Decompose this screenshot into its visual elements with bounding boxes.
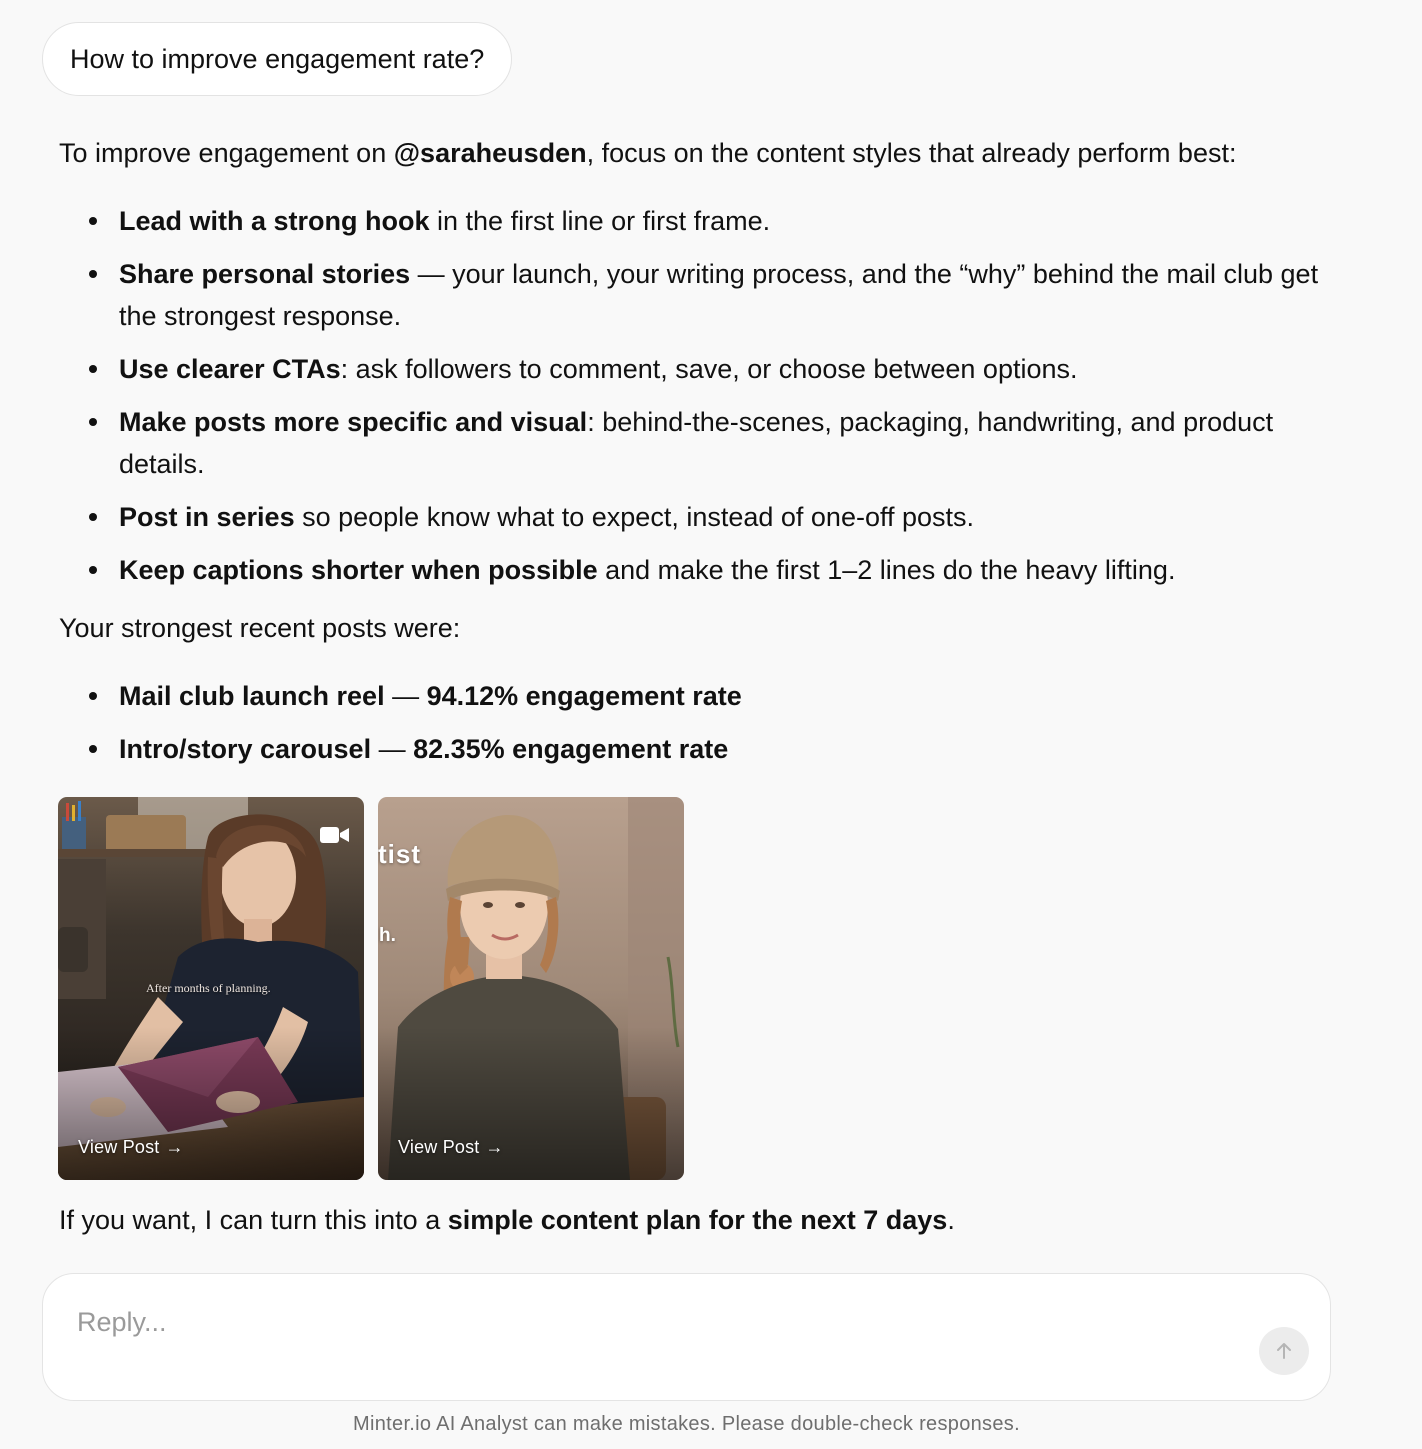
post-thumbnails xyxy=(58,797,684,1180)
user-message-bubble xyxy=(42,22,512,96)
view-post-link[interactable] xyxy=(398,1137,504,1158)
send-button[interactable] xyxy=(1259,1327,1309,1375)
list-item: Mail club launch reel — 94.12% engagement rate xyxy=(119,675,1349,717)
strongest-posts-intro: Your strongest recent posts were: xyxy=(59,613,461,643)
arrow-right-icon: → xyxy=(485,1137,504,1157)
tips-list xyxy=(59,200,1349,591)
list-item: Make posts more specific and visual: behind-the-scenes, packaging, handwriting, and product details. xyxy=(119,401,1349,485)
post-image xyxy=(378,797,684,1180)
account-handle: @saraheusden xyxy=(393,138,587,168)
post-overlay-text: tist xyxy=(378,839,421,869)
response-intro: To improve engagement on @saraheusden, focus on the content styles that already perform best: xyxy=(59,138,1237,168)
reply-composer xyxy=(42,1273,1331,1401)
list-item: Intro/story carousel — 82.35% engagement rate xyxy=(119,728,1349,770)
post-thumbnail-mail-club-reel[interactable] xyxy=(58,797,364,1180)
response-closing: If you want, I can turn this into a simple content plan for the next 7 days. xyxy=(59,1205,955,1235)
view-post-label: View Post xyxy=(78,1137,160,1157)
arrow-right-icon: → xyxy=(165,1137,184,1157)
user-message-text: How to improve engagement rate? xyxy=(70,43,485,74)
post-thumbnail-intro-carousel[interactable] xyxy=(378,797,684,1180)
assistant-response xyxy=(59,132,1349,770)
post-overlay-caption: After months of planning. xyxy=(146,981,271,995)
post-overlay-text-secondary: h. xyxy=(379,925,396,946)
list-item: Keep captions shorter when possible and make the first 1–2 lines do the heavy lifting. xyxy=(119,549,1349,591)
top-posts-list xyxy=(59,675,1349,770)
list-item: Use clearer CTAs: ask followers to comment, save, or choose between options. xyxy=(119,348,1349,390)
list-item: Share personal stories — your launch, your writing process, and the “why” behind the mail club get the strongest response. xyxy=(119,253,1349,337)
list-item: Lead with a strong hook in the first line or first frame. xyxy=(119,200,1349,242)
view-post-label: View Post xyxy=(398,1137,480,1157)
list-item: Post in series so people know what to expect, instead of one-off posts. xyxy=(119,496,1349,538)
disclaimer-text: Minter.io AI Analyst can make mistakes. Please double-check responses. xyxy=(353,1413,1020,1435)
view-post-link[interactable] xyxy=(78,1137,184,1158)
reply-input[interactable] xyxy=(77,1302,1227,1342)
arrow-up-icon xyxy=(1274,1341,1294,1361)
video-camera-icon xyxy=(320,825,350,845)
